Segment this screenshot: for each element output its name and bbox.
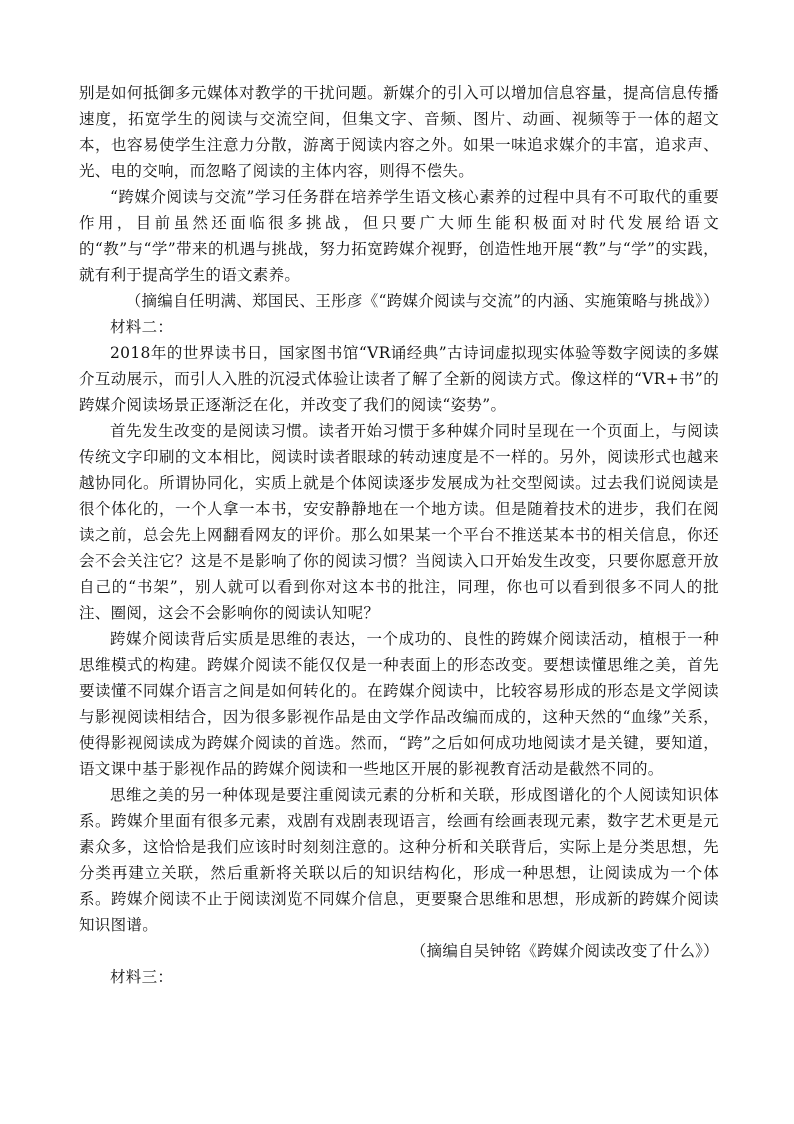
paragraph-6: 思维之美的另一种体现是要注重阅读元素的分析和关联，形成图谱化的个人阅读知识体系。跨媒介里面有很多元素，戏剧有戏剧表现语言，绘画有绘画表现元素，数字艺术更是元素众多，这恰恰是我们应该时时刻刻注意的。这种分析和关联背后，实际上是分类思想，先分类再建立关联，然后重新将关联以后的知识结构化，形成一种思想，让阅读成为一个体系。跨媒介阅读不止于阅读浏览不同媒介信息，更要聚合思维和思想，形成新的跨媒介阅读知识图谱。 (79, 786, 719, 934)
paragraph-1: 别是如何抵御多元媒体对教学的干扰问题。新媒介的引入可以增加信息容量，提高信息传播速度，拓宽学生的阅读与交流空间，但集文字、音频、图片、动画、视频等于一体的超文本，也容易使学生注意力分散，游离于阅读内容之外。如果一味追求媒介的丰富，追求声、光、电的交响，而忽略了阅读的主体内容，则得不偿失。 (79, 84, 719, 180)
document-body (79, 80, 719, 990)
paragraph-3: 2018年的世界读书日，国家图书馆“VR诵经典”古诗词虚拟现实体验等数字阅读的多媒介互动展示，而引人入胜的沉浸式体验让读者了解了全新的阅读方式。像这样的“VR+书”的跨媒介阅读场景正逐渐泛在化，并改变了我们的阅读“姿势”。 (79, 344, 719, 414)
paragraph-2: “跨媒介阅读与交流”学习任务群在培养学生语文核心素养的过程中具有不可取代的重要作用，目前虽然还面临很多挑战，但只要广大师生能积极面对时代发展给语文的“教”与“学”带来的机遇与挑战，努力拓宽跨媒介视野，创造性地开展“教”与“学”的实践，就有利于提高学生的语文素养。 (79, 188, 719, 284)
paragraph-5: 跨媒介阅读背后实质是思维的表达，一个成功的、良性的跨媒介阅读活动，植根于一种思维模式的构建。跨媒介阅读不能仅仅是一种表面上的形态改变。要想读懂思维之美，首先要读懂不同媒介语言之间是如何转化的。在跨媒介阅读中，比较容易形成的形态是文学阅读与影视阅读相结合，因为很多影视作品是由文学作品改编而成的，这种天然的“血缘”关系，使得影视阅读成为跨媒介阅读的首选。然而，“跨”之后如何成功地阅读才是关键，要知道，语文课中基于影视作品的跨媒介阅读和一些地区开展的影视教育活动是截然不同的。 (79, 630, 719, 778)
source-citation-2: （摘编自吴钟铭《跨媒介阅读改变了什么》） (410, 942, 719, 960)
paragraph-4: 首先发生改变的是阅读习惯。读者开始习惯于多种媒介同时呈现在一个页面上，与阅读传统文字印刷的文本相比，阅读时读者眼球的转动速度是不一样的。另外，阅读形式也越来越协同化。所谓协同化，实质上就是个体阅读逐步发展成为社交型阅读。过去我们说阅读是很个体化的，一个人拿一本书，安安静静地在一个地方读。但是随着技术的进步，我们在阅读之前，总会先上网翻看网友的评价。那么如果某一个平台不推送某本书的相关信息，你还会不会关注它？这是不是影响了你的阅读习惯？当阅读入口开始发生改变，只要你愿意开放自己的“书架”，别人就可以看到你对这本书的批注，同理，你也可以看到很多不同人的批注、圈阅，这会不会影响你的阅读认知呢？ (79, 422, 719, 622)
section-heading-material-3: 材料三： (110, 968, 174, 986)
section-heading-material-2: 材料二： (110, 318, 174, 336)
source-citation-1: （摘编自任明满、郑国民、王彤彦《“跨媒介阅读与交流”的内涵、实施策略与挑战》） (125, 292, 719, 310)
